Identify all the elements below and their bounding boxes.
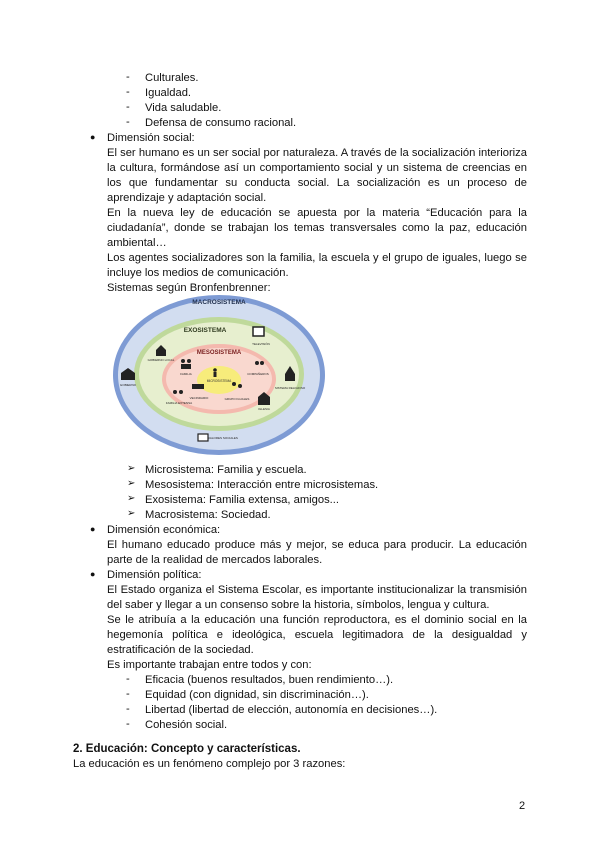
page-number: 2 <box>519 800 526 812</box>
paragraph-line: El Estado organiza el Sistema Escolar, es importante institucionalizar la transmisión <box>107 584 527 596</box>
section-heading: Dimensión económica: <box>107 524 221 536</box>
paragraph-line: la cultura, formándose así un comportamiento social y un sistema de creencias en <box>107 162 527 174</box>
paragraph-line: estratificación de la sociedad. <box>107 644 254 656</box>
television-label: TELEVISIÓN <box>252 342 270 346</box>
section-2-heading <box>73 742 301 757</box>
dash-marker: - <box>126 101 130 113</box>
list-item: Vida saludable. <box>145 102 222 114</box>
child-icon <box>214 372 217 377</box>
paragraph-line: El humano educado produce más y mejor, se educa para producir. La educación <box>107 539 527 551</box>
arrow-marker: ➢ <box>127 508 136 519</box>
neighborhood-icon <box>192 384 204 389</box>
family-icon <box>181 364 191 369</box>
bullet-icon: ● <box>90 569 96 579</box>
social-values-label: VALORES SOCIALES <box>208 436 238 440</box>
family-icon <box>187 359 191 363</box>
television-icon <box>253 327 264 336</box>
list-item: Defensa de consumo racional. <box>145 117 297 129</box>
peers-label: COMPAÑEROS <box>247 372 269 376</box>
peer-group-icon <box>238 384 242 388</box>
dash-marker: - <box>126 703 130 715</box>
paragraph-line: Es importante trabajan entre todos y con: <box>107 659 312 671</box>
list-item: Igualdad. <box>145 87 192 99</box>
dash-marker: - <box>126 673 130 685</box>
micro-label: MICROSISTEMA <box>206 379 232 383</box>
paragraph-line: Se le atribuía a la educación una función reproductora, es el dominio social en la <box>107 614 527 626</box>
list-item: Mesosistema: Interacción entre microsistemas. <box>145 479 379 491</box>
dash-marker: - <box>126 86 130 98</box>
section-2-intro: La educación es un fenómeno complejo por 3 razones: <box>73 758 346 770</box>
paragraph-line: del saber y llegar a un consenso sobre la historia, símbolos, lengua y cultura. <box>107 599 490 611</box>
section-2-title: 2. Educación: Concepto y características. <box>73 743 301 755</box>
list-item: Culturales. <box>145 72 199 84</box>
child-icon <box>213 368 217 372</box>
peers-icon <box>255 361 259 365</box>
paragraph-line: En la nueva ley de educación se apuesta por la materia “Educación para la <box>107 207 527 219</box>
list-item: Cohesión social. <box>145 719 228 731</box>
dash-marker: - <box>126 718 130 730</box>
religious-system-label: SISTEMA RELIGIOSO <box>274 386 306 390</box>
paragraph-line: ciudadanía”, donde se trabajan los temas transversales como la paz, educación <box>107 222 527 234</box>
dash-marker: - <box>126 71 130 83</box>
dash-marker: - <box>126 688 130 700</box>
bronfenbrenner-diagram <box>112 294 326 456</box>
church-label: IGLESIA <box>258 407 270 411</box>
meso-label: MESOSISTEMA <box>196 350 242 356</box>
paragraph-line: Los agentes socializadores son la familia, la escuela y el grupo de iguales, luego se <box>107 252 527 264</box>
paragraph-line: incluye los medios de comunicación. <box>107 267 289 279</box>
values-icon <box>198 434 208 441</box>
family-icon <box>181 359 185 363</box>
list-item: Equidad (con dignidad, sin discriminación…). <box>145 689 369 701</box>
exo-label: EXOSISTEMA <box>183 327 227 334</box>
extended-family-label: FAMILIA EXTENSA <box>165 401 193 405</box>
list-item: Exosistema: Familia extensa, amigos... <box>145 494 339 506</box>
arrow-marker: ➢ <box>127 463 136 474</box>
bullet-icon: ● <box>90 132 96 142</box>
paragraph-line: hegemonía política e ideológica, escuela legitimadora de la desigualdad y <box>107 629 527 641</box>
arrow-marker: ➢ <box>127 493 136 504</box>
neighborhood-label: VECINDARIO <box>189 396 209 400</box>
section-heading: Dimensión social: <box>107 132 195 144</box>
macro-label: MACROSISTEMA <box>192 299 246 306</box>
list-item: Microsistema: Familia y escuela. <box>145 464 307 476</box>
extended-family-icon <box>179 390 183 394</box>
paragraph-line: parte de la realidad de mercados laborales. <box>107 554 323 566</box>
paragraph-line: los que fundamentar su conducta social. La socialización es un proceso de <box>107 177 527 189</box>
list-item: Libertad (libertad de elección, autonomía en decisiones…). <box>145 704 438 716</box>
list-item: Macrosistema: Sociedad. <box>145 509 271 521</box>
dash-marker: - <box>126 116 130 128</box>
peers-icon <box>260 361 264 365</box>
bullet-icon: ● <box>90 524 96 534</box>
list-item: Eficacia (buenos resultados, buen rendimiento…). <box>145 674 394 686</box>
extended-family-icon <box>173 390 177 394</box>
paragraph-line: aprendizaje y adaptación social. <box>107 192 267 204</box>
government-label: GOBIERNO <box>119 383 137 387</box>
arrow-marker: ➢ <box>127 478 136 489</box>
paragraph-line: El ser humano es un ser social por naturaleza. A través de la socialización interioriza <box>107 147 527 159</box>
section-heading: Dimensión política: <box>107 569 202 581</box>
family-label: FAMILIA <box>180 372 192 376</box>
paragraph-line: ambiental… <box>107 237 167 249</box>
local-gov-label: GOBIERNO LOCAL <box>147 358 175 362</box>
peer-group-label: GRUPO IGUALES <box>224 397 250 401</box>
paragraph-line: Sistemas según Bronfenbrenner: <box>107 282 271 294</box>
peer-group-icon <box>232 382 236 386</box>
